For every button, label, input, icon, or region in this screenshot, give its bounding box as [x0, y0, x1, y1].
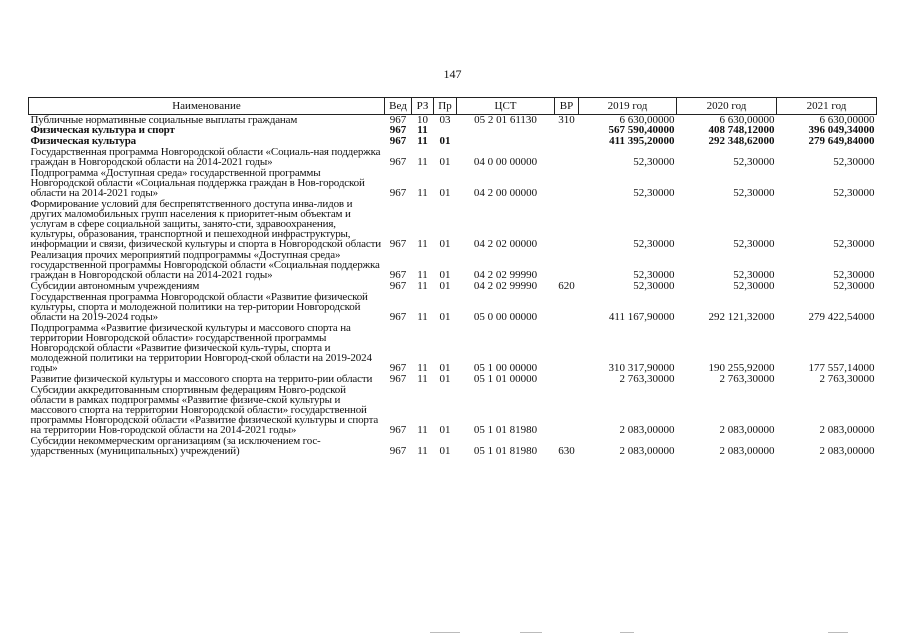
- row-vr: [555, 373, 579, 384]
- table-row: [29, 322, 877, 373]
- row-2021: 279 649,84000: [808, 135, 875, 147]
- row-pr: 01: [439, 280, 451, 292]
- row-2021: 2 083,00000: [819, 445, 875, 457]
- row-ved: 967: [389, 135, 407, 147]
- row-rz: 11: [417, 269, 428, 281]
- row-name: Субсидии аккредитованным спортивным федерациям Новго-родской области в рамках подпрограммы «Развитие физиче-ской культуры и массового спорта на территории Новгородской области» государственной программы Новгородской области «Развитие физической культуры и спорта на территории Нов-городской области на 2014-2021 годы»: [30, 384, 379, 436]
- row-2019: 310 317,90000: [608, 362, 675, 374]
- row-pr: 01: [439, 311, 451, 323]
- row-name: Подпрограмма «Развитие физической культуры и массового спорта на территории Новгородской области» государственной программы Новгородской области «Развитие физической куль-туры, спорта и молодежной политики на территории Новгород-ской области на 2019-2024 годы»: [30, 322, 372, 374]
- row-2020: 52,30000: [733, 238, 775, 250]
- row-rz: 11: [417, 238, 428, 250]
- table-row: [29, 291, 877, 322]
- row-pr: 01: [439, 156, 451, 168]
- row-ved: 967: [389, 373, 407, 385]
- row-2021: 2 763,30000: [819, 373, 875, 385]
- row-name: Развитие физической культуры и массового спорта на террито-рии области: [30, 373, 373, 385]
- table-row: [29, 198, 877, 249]
- row-cst: [457, 135, 555, 146]
- row-2021: 52,30000: [833, 269, 875, 281]
- row-2020: 52,30000: [733, 280, 775, 292]
- row-ved: 967: [389, 280, 407, 292]
- header-2019: 2019 год: [579, 98, 677, 115]
- row-pr: 03: [439, 114, 451, 126]
- row-2020: 52,30000: [733, 156, 775, 168]
- row-cst: 04 2 02 00000: [473, 238, 538, 250]
- row-rz: 11: [417, 135, 428, 147]
- row-pr: 01: [439, 424, 451, 436]
- row-2021: 2 083,00000: [819, 424, 875, 436]
- row-cst: 04 2 02 99990: [473, 269, 538, 281]
- row-ved: 967: [389, 445, 407, 457]
- scan-mark: [430, 632, 460, 633]
- scan-footer-marks: [0, 632, 905, 636]
- row-rz: 11: [417, 124, 428, 136]
- table-row: [29, 146, 877, 167]
- row-2019: 411 395,20000: [609, 135, 675, 147]
- row-2019: 411 167,90000: [608, 311, 675, 323]
- row-2019: 52,30000: [633, 187, 675, 199]
- table-row: [29, 280, 877, 291]
- row-rz: 11: [417, 280, 428, 292]
- row-ved: 967: [389, 424, 407, 436]
- row-vr: [555, 135, 579, 146]
- row-pr: 01: [439, 269, 451, 281]
- row-name: Субсидии автономным учреждениям: [30, 280, 200, 292]
- row-2020: 408 748,12000: [708, 124, 775, 136]
- row-vr: 620: [558, 280, 575, 292]
- header-vr: ВР: [555, 98, 579, 115]
- row-2021: 52,30000: [833, 156, 875, 168]
- row-2019: 52,30000: [633, 156, 675, 168]
- row-2019: 2 763,30000: [619, 373, 675, 385]
- row-vr: [555, 125, 579, 135]
- row-2019: 2 083,00000: [619, 445, 675, 457]
- row-vr: 310: [558, 114, 575, 126]
- budget-table: [28, 97, 877, 456]
- row-2020: 2 763,30000: [719, 373, 775, 385]
- row-cst: 04 2 02 99990: [473, 280, 538, 292]
- table-row: [29, 249, 877, 280]
- row-vr: [555, 198, 579, 249]
- row-2021: 52,30000: [833, 238, 875, 250]
- row-ved: 967: [389, 124, 407, 136]
- row-pr: 01: [439, 445, 451, 457]
- table-header-row: [29, 98, 877, 115]
- row-cst: 05 1 01 81980: [473, 424, 538, 436]
- row-name: Субсидии некоммерческим организациям (за исключением гос-ударственных (муниципальных) учреждений): [30, 435, 321, 457]
- row-ved: 967: [389, 269, 407, 281]
- row-2021: 52,30000: [833, 280, 875, 292]
- row-cst: 05 1 01 00000: [473, 373, 538, 385]
- row-name: Физическая культура: [30, 135, 137, 147]
- row-cst: 05 1 01 81980: [473, 445, 538, 457]
- row-2020: 292 121,32000: [708, 311, 775, 323]
- row-2019: 52,30000: [633, 269, 675, 281]
- row-pr: 01: [439, 135, 451, 147]
- row-2020: 292 348,62000: [708, 135, 775, 147]
- row-ved: 967: [389, 362, 407, 374]
- table-row: [29, 384, 877, 435]
- row-cst: [457, 125, 555, 135]
- row-vr: [555, 167, 579, 198]
- page-number: 147: [443, 67, 462, 81]
- row-2019: 6 630,00000: [619, 114, 675, 126]
- header-rz: РЗ: [412, 98, 434, 115]
- row-name: Реализация прочих мероприятий подпрограммы «Доступная среда» государственной программы Новгородской области «Социальная поддержка граждан в Новгородской области на 2014-2021 годы»: [30, 249, 380, 281]
- row-rz: 11: [417, 187, 428, 199]
- scan-mark: [620, 632, 634, 633]
- row-vr: [555, 249, 579, 280]
- row-vr: [555, 291, 579, 322]
- table-row: [29, 167, 877, 198]
- row-2021: 6 630,00000: [819, 114, 875, 126]
- row-rz: 10: [417, 114, 428, 126]
- row-ved: 967: [389, 187, 407, 199]
- row-rz: 11: [417, 156, 428, 168]
- row-rz: 11: [417, 311, 428, 323]
- header-2021: 2021 год: [777, 98, 877, 115]
- row-2020: 52,30000: [733, 187, 775, 199]
- row-name: Государственная программа Новгородской области «Социаль-ная поддержка граждан в Новгородской области на 2014-2021 годы»: [30, 146, 381, 168]
- scan-mark: [828, 632, 848, 633]
- header-name: Наименование: [29, 98, 385, 115]
- row-pr: 01: [439, 362, 451, 374]
- row-pr: 01: [439, 187, 451, 199]
- row-vr: [555, 146, 579, 167]
- row-vr: 630: [558, 445, 575, 457]
- row-2019: 2 083,00000: [619, 424, 675, 436]
- row-2021: 396 049,34000: [808, 124, 875, 136]
- header-cst: ЦСТ: [457, 98, 555, 115]
- table-row: [29, 435, 877, 456]
- header-ved: Вед: [385, 98, 412, 115]
- row-rz: 11: [417, 373, 428, 385]
- row-2021: 279 422,54000: [808, 311, 875, 323]
- row-2019: 52,30000: [633, 280, 675, 292]
- row-2021: 177 557,14000: [808, 362, 875, 374]
- row-vr: [555, 322, 579, 373]
- row-name: Формирование условий для беспрепятственного доступа инва-лидов и других маломобильных групп населения к приоритет-ным объектам и услугам в сфере социальной защиты, занято-сти, здравоохранения, культуры, образования, транспортной и пешеходной инфраструктуры, информации и связи, физической культуры и спорта в Новгородской области: [30, 198, 381, 250]
- row-2021: 52,30000: [833, 187, 875, 199]
- row-2020: 190 255,92000: [708, 362, 775, 374]
- row-rz: 11: [417, 424, 428, 436]
- row-cst: 04 0 00 00000: [473, 156, 538, 168]
- row-rz: 11: [417, 445, 428, 457]
- row-2019: 52,30000: [633, 238, 675, 250]
- row-cst: 05 2 01 61130: [474, 114, 537, 126]
- row-2020: 52,30000: [733, 269, 775, 281]
- row-pr: 01: [439, 238, 451, 250]
- header-2020: 2020 год: [677, 98, 777, 115]
- row-name: Государственная программа Новгородской области «Развитие физической культуры, спорта и молодежной политики на тер-ритории Новгородской области на 2019-2024 годы»: [30, 291, 368, 323]
- row-name: Физическая культура и спорт: [30, 124, 175, 136]
- row-cst: 05 1 00 00000: [473, 362, 538, 374]
- table-row: [29, 135, 877, 146]
- row-rz: 11: [417, 362, 428, 374]
- table-row: [29, 125, 877, 135]
- row-pr: 01: [439, 373, 451, 385]
- row-2020: 2 083,00000: [719, 424, 775, 436]
- row-ved: 967: [389, 238, 407, 250]
- row-2020: 6 630,00000: [719, 114, 775, 126]
- header-pr: Пр: [434, 98, 457, 115]
- row-ved: 967: [389, 156, 407, 168]
- table-row: [29, 373, 877, 384]
- row-cst: 04 2 00 00000: [473, 187, 538, 199]
- row-cst: 05 0 00 00000: [473, 311, 538, 323]
- row-name: Публичные нормативные социальные выплаты гражданам: [30, 114, 298, 126]
- row-ved: 967: [389, 311, 407, 323]
- row-name: Подпрограмма «Доступная среда» государственной программы Новгородской области «Социальная поддержка граждан в Нов-городской области на 2014-2021 годы»: [30, 167, 365, 199]
- row-pr: [434, 125, 457, 135]
- row-vr: [555, 384, 579, 435]
- row-2020: 2 083,00000: [719, 445, 775, 457]
- row-2019: 567 590,40000: [608, 124, 675, 136]
- scan-mark: [520, 632, 542, 633]
- row-ved: 967: [389, 114, 407, 126]
